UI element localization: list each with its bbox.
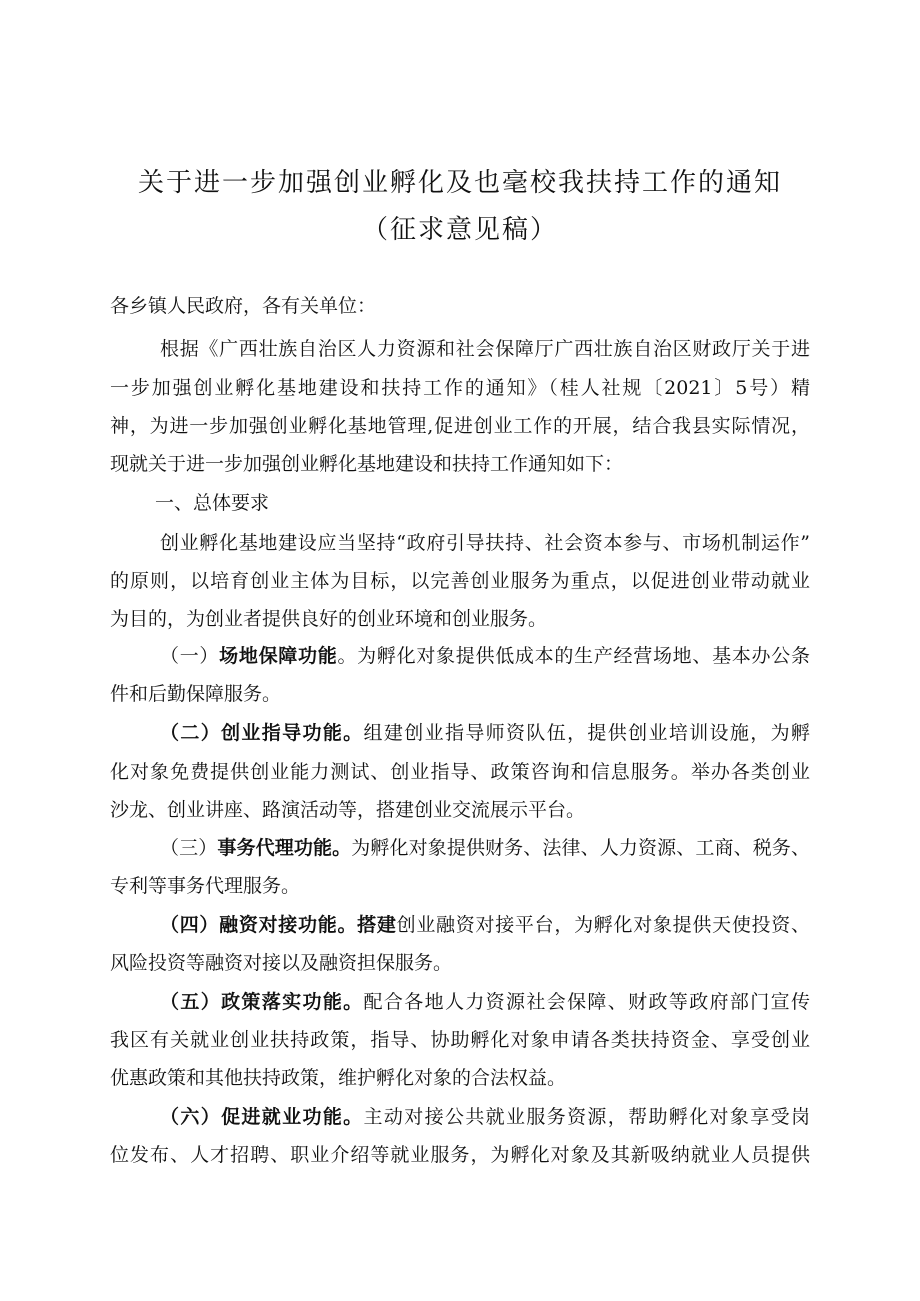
item-number: （五）	[160, 991, 222, 1013]
item-text: 主动对接公共就业服务资源，帮助孵化对象享受岗	[363, 1106, 810, 1128]
function-item-1	[160, 643, 810, 669]
item-text-line: 件和后勤保障服务。	[110, 683, 282, 705]
document-title: 关于进一步加强创业孵化及也毫校我扶持工作的通知	[137, 168, 782, 198]
item-text-line: 优惠政策和其他扶持政策，维护孵化对象的合法权益。	[110, 1067, 567, 1089]
item-text: 创业融资对接平台，为孵化对象提供天使投资、	[396, 914, 810, 936]
section-heading: 一、总体要求	[155, 492, 270, 514]
item-number: （一）	[160, 645, 220, 667]
section-line: 为目的，为创业者提供良好的创业环境和创业服务。	[110, 608, 548, 630]
function-item-4	[160, 912, 810, 938]
item-text-line: 风险投资等融资对接以及融资担保服务。	[110, 952, 453, 974]
function-item-2	[160, 720, 810, 746]
item-number: （四）	[160, 914, 220, 936]
item-text-line: 沙龙、创业讲座、路演活动等，搭建创业交流展示平台。	[110, 799, 586, 821]
item-text-line: 我区有关就业创业扶持政策，指导、协助孵化对象申请各类扶持资金、享受创业	[110, 1029, 810, 1051]
intro-line: 神，为进一步加强创业孵化基地管理,促进创业工作的开展，结合我县实际情况，	[110, 415, 810, 437]
item-text: 。为孵化对象提供低成本的生产经营场地、基本办公条	[337, 645, 810, 667]
item-number: （六）	[160, 1106, 222, 1128]
section-line: 的原则，以培育创业主体为目标，以完善创业服务为重点，以促进创业带动就业	[110, 570, 810, 592]
section-line: 创业孵化基地建设应当坚持“政府引导扶持、社会资本参与、市场机制运作”	[160, 532, 810, 554]
item-text-line: 位发布、人才招聘、职业介绍等就业服务，为孵化对象及其新吸纳就业人员提供	[110, 1144, 810, 1166]
item-name: 创业指导功能。	[221, 722, 364, 744]
item-text: 为孵化对象提供财务、法律、人力资源、工商、税务、	[351, 837, 810, 859]
item-number: （二）	[160, 722, 222, 744]
function-item-3	[160, 835, 810, 861]
item-text-line: 专利等事务代理服务。	[110, 875, 301, 897]
function-item-6	[160, 1104, 810, 1130]
item-text: 配合各地人力资源社会保障、财政等政府部门宣传	[363, 991, 810, 1013]
item-name: 事务代理功能。	[217, 837, 352, 859]
document-subtitle: （征求意见稿）	[361, 215, 558, 245]
intro-line: 现就关于进一步加强创业孵化基地建设和扶持工作通知如下：	[110, 453, 624, 475]
item-name: 促进就业功能。	[221, 1106, 364, 1128]
item-name: 政策落实功能。	[221, 991, 364, 1013]
item-text: 组建创业指导师资队伍，提供创业培训设施，为孵	[363, 722, 810, 744]
intro-line: 根据《广西壮族自治区人力资源和社会保障厅广西壮族自治区财政厅关于进	[160, 338, 810, 360]
function-item-5	[160, 989, 810, 1015]
item-text-line: 化对象免费提供创业能力测试、创业指导、政策咨询和信息服务。举办各类创业	[110, 761, 810, 783]
addressee: 各乡镇人民政府，各有关单位：	[110, 295, 377, 317]
item-name: 融资对接功能。搭建	[219, 914, 397, 936]
intro-line: 一步加强创业孵化基地建设和扶持工作的通知》（桂人社规〔2021〕5号）精	[110, 377, 810, 399]
item-number: （三）	[160, 837, 218, 859]
item-name: 场地保障功能	[219, 645, 338, 667]
